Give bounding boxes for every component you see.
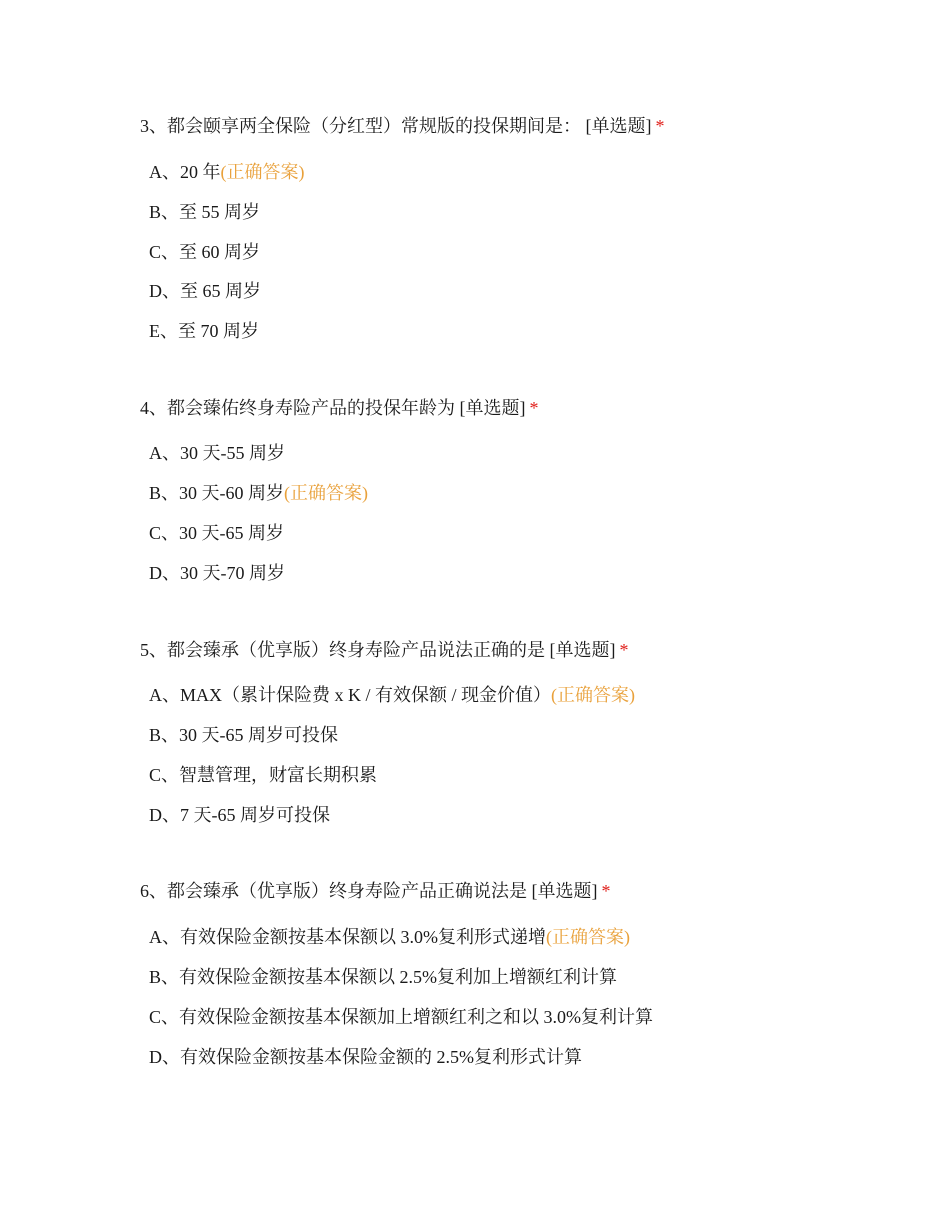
- question-3-text: 3、都会颐享两全保险（分红型）常规版的投保期间是： [单选题]: [140, 116, 652, 136]
- question-4-option-c[interactable]: [149, 521, 284, 545]
- question-4-title: [140, 396, 539, 420]
- question-5-option-d[interactable]: [149, 803, 330, 827]
- option-text: E、至 70 周岁: [149, 321, 259, 341]
- question-3-title: [140, 114, 665, 138]
- question-5-option-c[interactable]: [149, 763, 377, 787]
- option-text: D、有效保险金额按基本保险金额的 2.5%复利形式计算: [149, 1047, 582, 1067]
- question-6-title: [140, 879, 611, 903]
- question-6-text: 6、都会臻承（优享版）终身寿险产品正确说法是 [单选题]: [140, 881, 598, 901]
- option-text: D、至 65 周岁: [149, 281, 261, 301]
- question-4-option-a[interactable]: [149, 441, 285, 465]
- option-text: C、至 60 周岁: [149, 242, 261, 262]
- required-marker: *: [619, 640, 629, 660]
- question-5-title: [140, 638, 629, 662]
- option-text: B、至 55 周岁: [149, 202, 261, 222]
- option-text: A、30 天-55 周岁: [149, 443, 285, 463]
- question-4-option-d[interactable]: [149, 561, 285, 585]
- option-text: B、30 天-65 周岁可投保: [149, 725, 338, 745]
- question-3-option-c[interactable]: [149, 240, 260, 264]
- option-text: A、20 年: [149, 162, 221, 182]
- question-5-text: 5、都会臻承（优享版）终身寿险产品说法正确的是 [单选题]: [140, 640, 616, 660]
- correct-answer-tag: (正确答案): [551, 685, 636, 705]
- option-text: A、有效保险金额按基本保额以 3.0%复利形式递增: [149, 927, 546, 947]
- question-3-option-b[interactable]: [149, 200, 260, 224]
- question-3-option-d[interactable]: [149, 279, 261, 303]
- option-text: D、7 天-65 周岁可投保: [149, 805, 330, 825]
- question-6-option-d[interactable]: [149, 1045, 582, 1069]
- required-marker: *: [601, 881, 611, 901]
- option-text: B、有效保险金额按基本保额以 2.5%复利加上增额红利计算: [149, 967, 617, 987]
- question-3-option-a[interactable]: [149, 160, 305, 184]
- required-marker: *: [529, 398, 539, 418]
- required-marker: *: [655, 116, 665, 136]
- correct-answer-tag: (正确答案): [220, 162, 305, 182]
- question-4-option-b[interactable]: [149, 481, 368, 505]
- question-6-option-a[interactable]: [149, 925, 630, 949]
- correct-answer-tag: (正确答案): [284, 483, 368, 503]
- question-3-option-e[interactable]: [149, 319, 259, 343]
- option-text: B、30 天-60 周岁: [149, 483, 284, 503]
- option-text: D、30 天-70 周岁: [149, 563, 285, 583]
- option-text: C、有效保险金额按基本保额加上增额红利之和以 3.0%复利计算: [149, 1007, 653, 1027]
- question-5-option-b[interactable]: [149, 723, 338, 747]
- question-6-option-b[interactable]: [149, 965, 617, 989]
- question-4-text: 4、都会臻佑终身寿险产品的投保年龄为 [单选题]: [140, 398, 526, 418]
- option-text: C、智慧管理，财富长期积累: [149, 765, 378, 785]
- question-5-option-a[interactable]: [149, 683, 635, 707]
- question-6-option-c[interactable]: [149, 1005, 653, 1029]
- option-text: C、30 天-65 周岁: [149, 523, 284, 543]
- correct-answer-tag: (正确答案): [546, 927, 630, 947]
- option-text: A、MAX（累计保险费 x K / 有效保额 / 现金价值）: [149, 685, 552, 705]
